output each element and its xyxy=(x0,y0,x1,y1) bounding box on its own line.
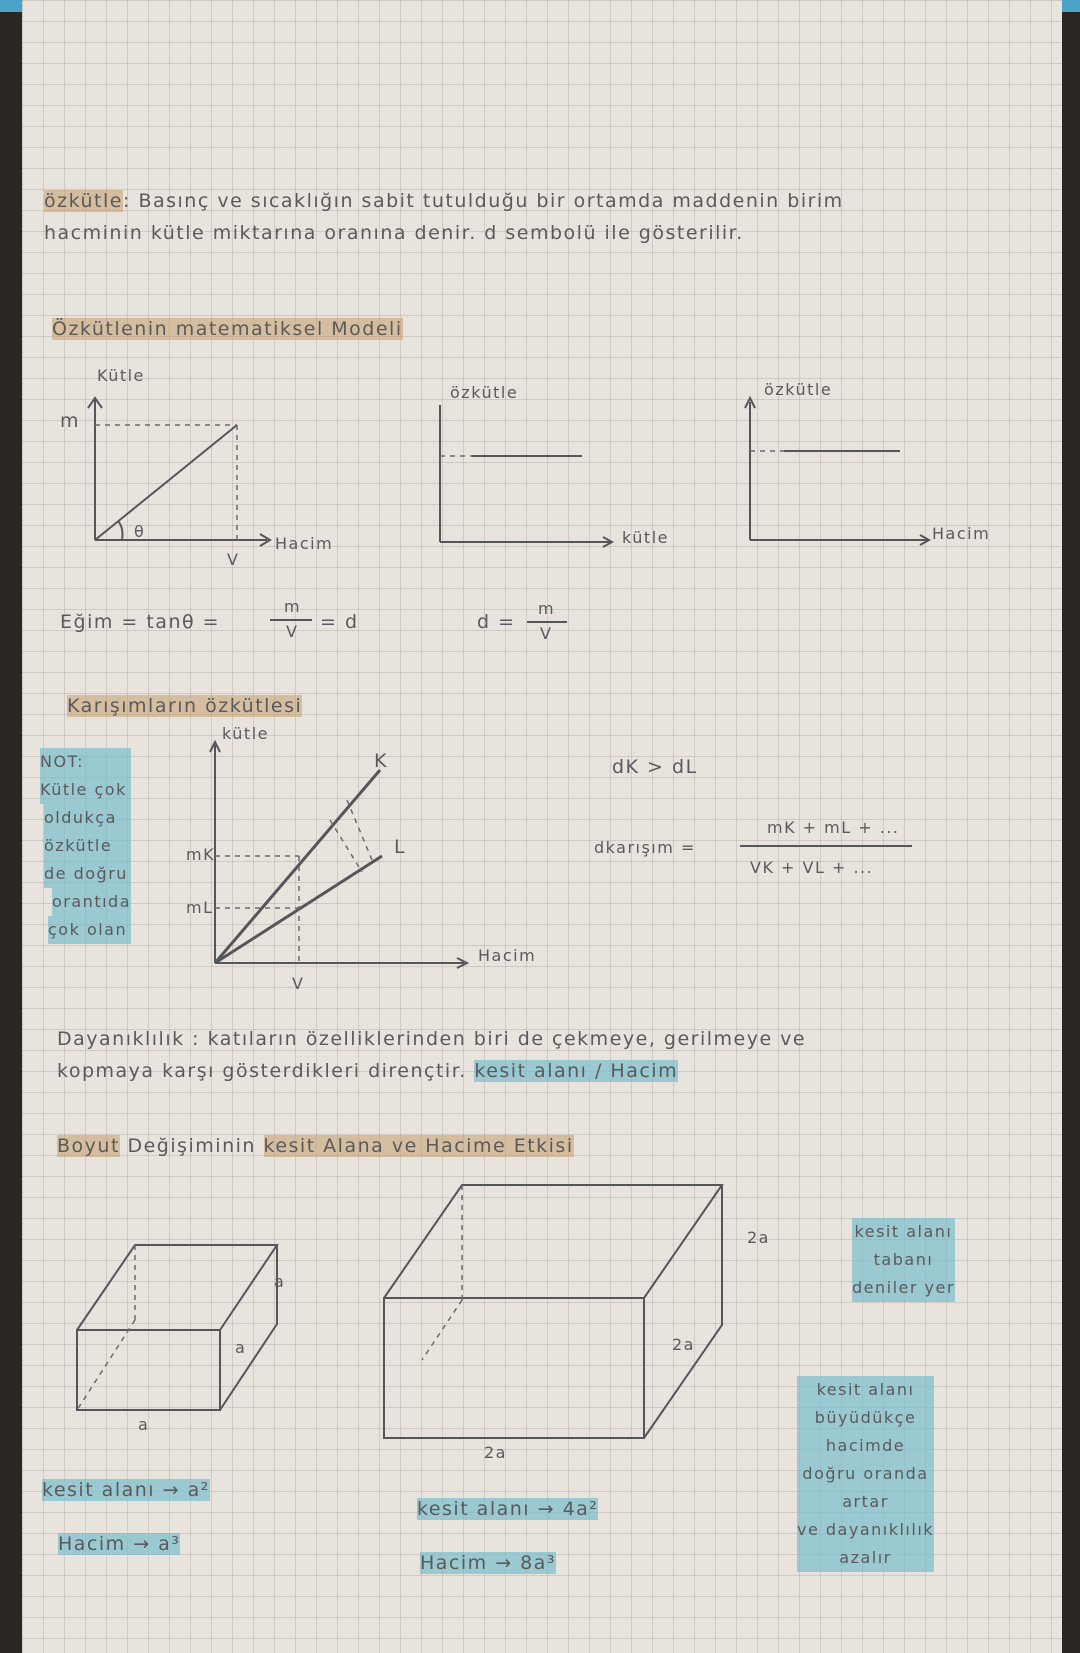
g2-x-label: kütle xyxy=(622,528,669,547)
dimension-heading-a: Boyut xyxy=(57,1135,120,1157)
large-box-front xyxy=(384,1298,644,1438)
small-box-front xyxy=(77,1330,220,1410)
small-box-area: kesit alanı → a² xyxy=(42,1479,210,1501)
durability-text-2: kopmaya karşı gösterdikleri dirençtir. xyxy=(57,1060,467,1082)
mixture-graph xyxy=(210,742,467,968)
slope-formula-den: V xyxy=(286,622,299,641)
g4-v-tick: V xyxy=(292,974,305,993)
small-box-edge-top: a xyxy=(274,1272,286,1291)
dimension-heading xyxy=(57,1135,574,1157)
g1-angle-arc xyxy=(118,521,123,540)
side-note-2-line-4: doğru oranda xyxy=(797,1460,934,1488)
slope-formula-lhs: Eğim = tanθ = xyxy=(60,611,221,633)
ml-tick: mL xyxy=(186,898,214,917)
mixtures-heading: Karışımların özkütlesi xyxy=(67,695,303,717)
durability-text-1: katıların özelliklerinden biri de çekmeye, gerilmeye ve xyxy=(207,1028,807,1050)
mk-tick: mK xyxy=(186,845,216,864)
side-note-2-line-7: azalır xyxy=(797,1544,934,1572)
notebook-page xyxy=(22,0,1062,1653)
line-k xyxy=(215,770,380,963)
g1-v-tick: V xyxy=(227,550,240,569)
region-hatch-1 xyxy=(330,820,362,872)
k-label: K xyxy=(374,750,388,772)
durability-highlight: kesit alanı / Hacim xyxy=(474,1060,679,1082)
side-note-2-line-5: artar xyxy=(797,1488,934,1516)
large-box-area: kesit alanı → 4a² xyxy=(417,1498,599,1520)
g3-y-label: özkütle xyxy=(764,380,833,399)
math-model-heading: Özkütlenin matematiksel Modeli xyxy=(52,318,403,340)
large-box-edge-bottom: 2a xyxy=(484,1443,507,1462)
large-box-side xyxy=(644,1185,722,1438)
dimension-heading-c: kesit Alana ve Hacime Etkisi xyxy=(263,1135,574,1157)
large-box-edge-side: 2a xyxy=(672,1335,695,1354)
definition-text-2: hacminin kütle miktarına oranına denir. d sembolü ile gösterilir. xyxy=(44,222,744,244)
region-hatch-2 xyxy=(347,800,372,860)
small-box-volume: Hacim → a³ xyxy=(58,1533,181,1555)
side-note-1-line-2: tabanı xyxy=(852,1246,955,1274)
g1-y-label: Kütle xyxy=(97,366,145,385)
durability-line-2 xyxy=(57,1060,678,1082)
d-formula-den: V xyxy=(540,624,553,643)
large-box xyxy=(384,1185,722,1438)
note-line-7: çok olan xyxy=(48,916,131,944)
side-note-1 xyxy=(852,1218,955,1302)
definition-colon: : xyxy=(122,190,131,212)
large-box-top xyxy=(384,1185,722,1298)
side-note-1-line-1: kesit alanı xyxy=(852,1218,955,1246)
side-note-2-line-3: hacimde xyxy=(797,1432,934,1460)
l-label: L xyxy=(394,836,407,858)
small-box xyxy=(77,1245,277,1410)
small-box-top xyxy=(77,1245,277,1330)
note-line-5: de doğru xyxy=(44,860,131,888)
note-line-6: orantıda xyxy=(52,888,131,916)
mixture-formula-den: VK + VL + ... xyxy=(750,858,874,877)
density-compare: dK > dL xyxy=(612,756,698,778)
mixtures-note xyxy=(40,748,131,944)
side-note-1-line-3: deniler yer xyxy=(852,1274,955,1302)
dimension-heading-b: Değişiminin xyxy=(127,1135,256,1157)
mixture-formula-num: mK + mL + ... xyxy=(767,818,900,837)
definition-term: özkütle xyxy=(44,190,123,212)
large-box-volume: Hacim → 8a³ xyxy=(420,1552,557,1574)
density-mass-graph xyxy=(440,405,612,547)
note-line-2: Kütle çok xyxy=(40,776,131,804)
g2-y-label: özkütle xyxy=(450,383,519,402)
durability-term: Dayanıklılık : xyxy=(57,1028,201,1050)
mass-volume-graph xyxy=(88,398,270,546)
durability-line-1 xyxy=(57,1028,806,1050)
side-note-2-line-2: büyüdükçe xyxy=(797,1404,934,1432)
large-box-edge-top: 2a xyxy=(747,1228,770,1247)
note-line-1: NOT: xyxy=(40,748,131,776)
small-box-hidden-2 xyxy=(77,1320,135,1410)
g1-angle-label: θ xyxy=(134,522,146,541)
d-formula-lhs: d = xyxy=(477,611,516,633)
mixture-formula-lhs: dkarışım = xyxy=(594,838,696,857)
definition-text-1: Basınç ve sıcaklığın sabit tutulduğu bir ortamda maddenin birim xyxy=(138,190,844,212)
slope-formula-num: m xyxy=(284,597,302,616)
side-note-2-line-1: kesit alanı xyxy=(797,1376,934,1404)
slope-formula-rhs: = d xyxy=(320,611,359,633)
note-line-3: oldukça xyxy=(44,804,131,832)
d-formula-num: m xyxy=(538,599,556,618)
small-box-edge-side: a xyxy=(235,1338,247,1357)
small-box-side xyxy=(220,1245,277,1410)
g3-x-label: Hacim xyxy=(932,524,991,543)
small-box-edge-bottom: a xyxy=(138,1415,150,1434)
note-line-4: özkütle xyxy=(44,832,131,860)
side-note-2-line-6: ve dayanıklılık xyxy=(797,1516,934,1544)
density-volume-graph xyxy=(745,398,929,545)
g1-line xyxy=(95,425,237,540)
g4-x-label: Hacim xyxy=(478,946,537,965)
g1-x-label: Hacim xyxy=(275,534,334,553)
g1-m-tick: m xyxy=(60,410,81,432)
large-box-hidden-2 xyxy=(422,1300,462,1360)
side-note-2 xyxy=(797,1376,934,1572)
g4-y-label: kütle xyxy=(222,724,269,743)
